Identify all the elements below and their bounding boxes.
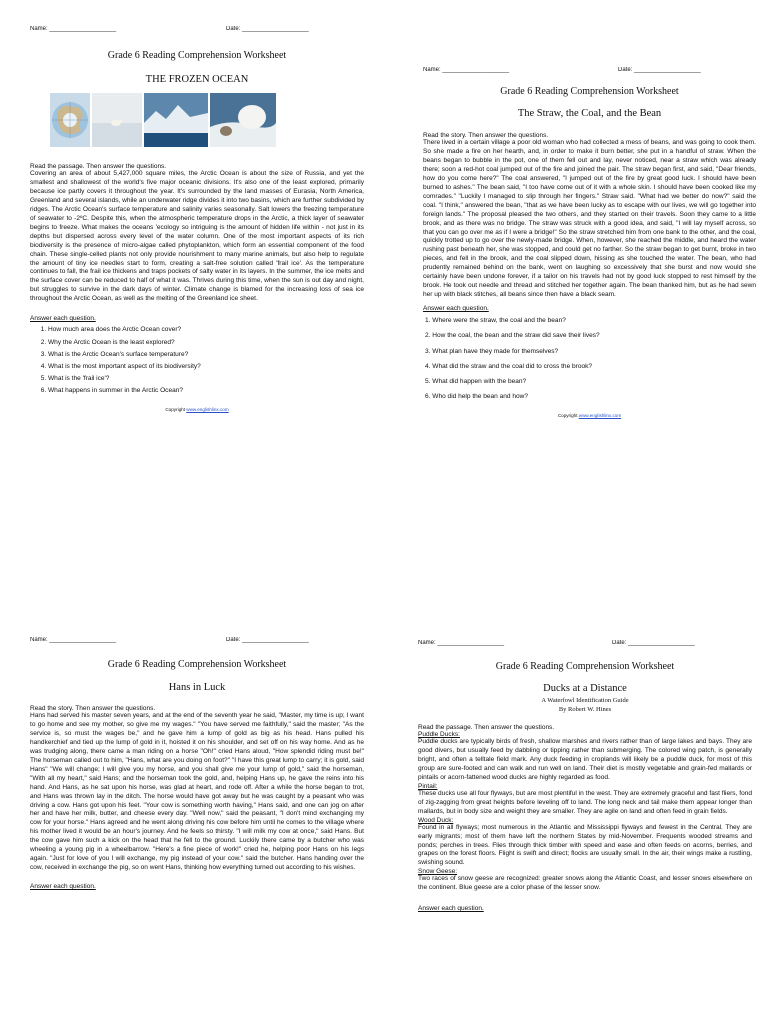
copyright-link[interactable]: www.englishlinx.com [186, 406, 229, 412]
worksheet-header [30, 637, 364, 651]
passage-text: Covering an area of about 5,427,000 square miles, the Arctic Ocean is about the size of Russia, and yet the smallest and shallowest of the world's five major oceanic divisions. It's also one of the least explored, primarily because ice partly covers it throughout the year. It's surrounded by the land masses of Eurasia, North America, Greenland and several islands, while an underwater ridge divides it into two basins, which are further subdivided by ridges. The Arctic Ocean's surface temperature and salinity varies seasonally. Salt lowers the freezing temperature of seawater to -2ºC. Despite this, when the atmospheric temperature drops in the Arctic, a thick layer of seawater begins to freeze. What makes the oceans 'ecology so intriguing is the amount of hidden life within - not just in its depths but dispersed across every level of the water column. One of the most important aspects of its rich biodiversity is the presence of micro-algae called phytoplankton, which form an essential component of the food chain. These single-celled plants not only provide nourishment to many marine animals, but also help to regulate the amount of tiny ice needles start to form, creating a salt-free solution called 'frail ice'. As the temperature continues to fall, the frail ice thickens and traps pockets of salty water in its layers. In the summer, the ice melts and the surface cover can be reduced to half of what it was. Thrives during this time, when the sun is out day and night, but struggles to survive in the dark days of winter. Climate change is blamed for the increasing loss of sea ice throughout the Arctic Ocean, as well as the melting of the Greenland ice sheet. [30, 170, 364, 303]
worksheet-header [418, 640, 752, 654]
section-heading: Pintail: [418, 782, 438, 790]
copyright [423, 413, 756, 418]
date-field-label: Date: ____________________ [612, 640, 695, 646]
question-item: 6. What happens in summer in the Arctic Ocean? [48, 385, 364, 397]
story-title: The Straw, the Coal, and the Bean [517, 108, 662, 119]
section-text: Puddle ducks are typically birds of fresh, shallow marshes and rivers rather than of large lakes and bays. They are good divers, but usually feed by dabbling or tipping rather than submerging. The colored wing patch, is generally bright, and often a telltale field mark. Any duck feeding in croplands will likely be a puddle duck, for most of this group are sure-footed and can walk and run well on land. Their diet is mostly vegetable and grain-fed mallards or pintails or acorn-fattened wood ducks are highly regarded as food. [418, 738, 752, 781]
section-text: Two races of snow geese are recognized: greater snows along the Atlantic Coast, and lesser snows elsewhere on the continent. Blue geese are a color phase of the lesser snow. [418, 875, 752, 892]
question-item: 5. What is the 'frail ice'? [48, 373, 364, 385]
section-heading: Snow Geese: [418, 868, 458, 876]
question-item: 3. What is the Arctic Ocean's surface temperature? [48, 349, 364, 361]
passage-text: There lived in a certain village a poor old woman who had collected a mess of beans, and was going to cook them. So she made a fire on her hearth, and, in order to make it burn better, she put in a handful of straw. When the beans began to bubble in the pot, one of them fell out and lay, never noticed, near a straw which was already there; soon a red-hot coal jumped out of the fire and joined the pair. The straw began first, and said, "Dear friends, how do you come here?" The coal answered, "I jumped out of the fire by great good luck. I should have been burned to ashes." The bean said, "I too have come out of it with a whole skin. I should have been cooked like my comrades." "Luckily I managed to slip through her fingers." Straw said. "What had we better do now?" said the coal. "I think," answered the bean, "that as we have been lucky as to escape with our lives, we will go together into foreign lands." The proposal pleased the two others, and they started on their travels. Soon they came to a little brook, and as there was no bridge. The straw was struck with a good idea, and said, "I will lay myself across, so that you can go over me as if I were a bridge!" So the straw stretched him from one bank to the other, and the coal, quickly trotted up to go over the newly-made bridge. When, however, she reached the middle, and heard the water rushing past beneath her, she was stopped, and could get no farther. So the straw began to get burnt, broke in two pieces, and fell in the brook, and the coal slipped down, hissing as she touched the water. The bean, who had prudently remained behind on the bank, went on laughing so excessively that she burst and now would she certainly have been undone forever, if a tailor on his travels had not by good luck stopped to rest himself by the brook. He took out needle and thread and stitched her together again. The bean thanked him, but as he had sewn her up with black stitches, all beans since then have a black seam. [423, 139, 756, 299]
question-list [423, 313, 756, 404]
name-field-label: Name: ____________________ [30, 26, 117, 32]
arctic-animals-image [210, 93, 276, 147]
questions-heading: Answer each question. [30, 315, 96, 323]
question-item: 3. What plan have they made for themselves? [425, 344, 756, 359]
worksheet-header [423, 67, 756, 81]
question-item: 5. What did happen with the bean? [425, 374, 756, 389]
passage-text: Hans had served his master seven years, and at the end of the seventh year he said, "Master, my time is up; I want to go home and see my mother, so give me my wages." "You have served me faithfully," said the master; "As the service is, so must the wages be," and he gave him a lump of gold as big as his head. Hans pulled his handkerchief and tied up the lump of gold in it, hoisted it on his shoulder, and set off on his way home. And as he was trudging along, there came a man riding on a horse "Oh!" cried Hans aloud, "How splendid riding must be!" The horseman called out to him, "Hans, what are you doing on foot?" "I have this great lump to carry; it is gold, said Hans" "We will change; I will give you my horse, and you shall give me your lump of gold," said the horseman, "With all my heart," said Hans; and the horseman took the gold, and, helping Hans up, he gave the reins into his hand. And Hans, as he sat upon his horse, was glad at heart, and rode off. After a while the horse began to trot, and Hans was thrown lay in the ditch. The horse would have got away but he was caught by a peasant who was driving a cow. Hans got upon his feet. "Your cow is something worth having," Hans said, and one can jog on after her and have her milk, butter, and cheese every day. "Well now," said the peasant, "I don't mind exchanging my cow for your horse." Hans agreed and he went along driving his cow before him until he comes to the village where his mother lived it would be an hour's journey. And he feels so thirsty. "I will milk my cow at once," said Hans. But the cow gave him such a kick on the head that he fell to the ground. Luckily there came by a butcher who was wheeling a young pig in a wheelbarrow. "Here's a fine piece of work!" cried he, helping poor Hans on his legs again. "Just for love of you I will exchange, my pig instead of your cow." said the butcher. Hans handing over the cow, received in exchange the pig, so on went Hans, thinking how everything turned out according to his wishes. [30, 712, 364, 872]
section-heading: Puddle Ducks: [418, 731, 460, 738]
iceberg-image [144, 93, 208, 147]
illustration-strip [30, 93, 364, 147]
instructions: Read the story. Then answer the questions. [30, 705, 156, 712]
worksheet-title: Grade 6 Reading Comprehension Worksheet [107, 50, 287, 61]
name-field-label: Name: ____________________ [30, 637, 117, 643]
copyright [30, 407, 364, 412]
worksheet-title: Grade 6 Reading Comprehension Worksheet [495, 661, 675, 672]
copyright-link[interactable]: www.englishlinx.com [578, 413, 622, 419]
question-list [30, 324, 364, 397]
story-author: By Robert W. Hines [558, 706, 612, 713]
arctic-map-image [50, 93, 90, 147]
worksheet-straw-coal-bean [423, 67, 756, 547]
question-item: 1. Where were the straw, the coal and the bean? [425, 313, 756, 328]
story-title: THE FROZEN OCEAN [145, 74, 249, 85]
question-item: 6. Who did help the bean and how? [425, 389, 756, 404]
story-subtitle: A Waterfowl Identification Guide [541, 697, 629, 704]
worksheet-ducks-at-a-distance [418, 640, 752, 1024]
copyright-label: Copyright [557, 413, 578, 419]
question-item: 4. What is the most important aspect of its biodiversity? [48, 361, 364, 373]
questions-heading: Answer each question. [30, 883, 96, 891]
name-field-label: Name: ____________________ [423, 67, 510, 73]
instructions: Read the story. Then answer the questions. [423, 132, 549, 139]
date-field-label: Date: ____________________ [226, 26, 309, 32]
question-item: 2. Why the Arctic Ocean is the least explored? [48, 337, 364, 349]
section-heading: Wood Duck: [418, 816, 454, 824]
worksheet-header [30, 26, 364, 40]
questions-heading: Answer each question. [423, 305, 489, 313]
question-item: 4. What did the straw and the coal did to cross the brook? [425, 359, 756, 374]
section-text: Found in all flyways; most numerous in the Atlantic and Mississippi flyways and fewest in the Central. They are early migrants; most of them have left the northern States by mid-November. Frequents wooded streams and ponds; perches in trees. Flies through thick timber with speed and ease and often feeds on acorns, berries, and grapes on the forest floors. Flight is swift and direct; flocks are usually small. In the air, their wings make a rustling, swishing sound. [418, 823, 752, 867]
section-text: These ducks use all four flyways, but are most plentiful in the west. They are extremely graceful and fast fliers, fond of zig-zagging from great heights before leveling off to land. The long neck and tail make them appear longer than mallards, but in body size and weight they are smaller. They are agile on land and often feed in grain fields. [418, 789, 752, 815]
name-field-label: Name: ____________________ [418, 640, 505, 646]
date-field-label: Date: ____________________ [226, 637, 309, 643]
polar-bear-image [92, 93, 142, 147]
date-field-label: Date: ____________________ [618, 67, 701, 73]
questions-heading: Answer each question. [418, 905, 484, 913]
copyright-label: Copyright [165, 406, 185, 412]
worksheet-frozen-ocean [30, 26, 364, 546]
question-item: 1. How much area does the Arctic Ocean cover? [48, 324, 364, 336]
instructions: Read the passage. Then answer the questions. [30, 163, 167, 170]
question-item: 2. How the coal, the bean and the straw did save their lives? [425, 328, 756, 343]
worksheet-title: Grade 6 Reading Comprehension Worksheet [107, 659, 287, 670]
worksheet-title: Grade 6 Reading Comprehension Worksheet [500, 86, 679, 97]
story-title: Ducks at a Distance [543, 683, 627, 694]
instructions: Read the passage. Then answer the questions. [418, 724, 555, 731]
story-title: Hans in Luck [168, 682, 226, 693]
worksheet-hans-in-luck [30, 637, 364, 1024]
